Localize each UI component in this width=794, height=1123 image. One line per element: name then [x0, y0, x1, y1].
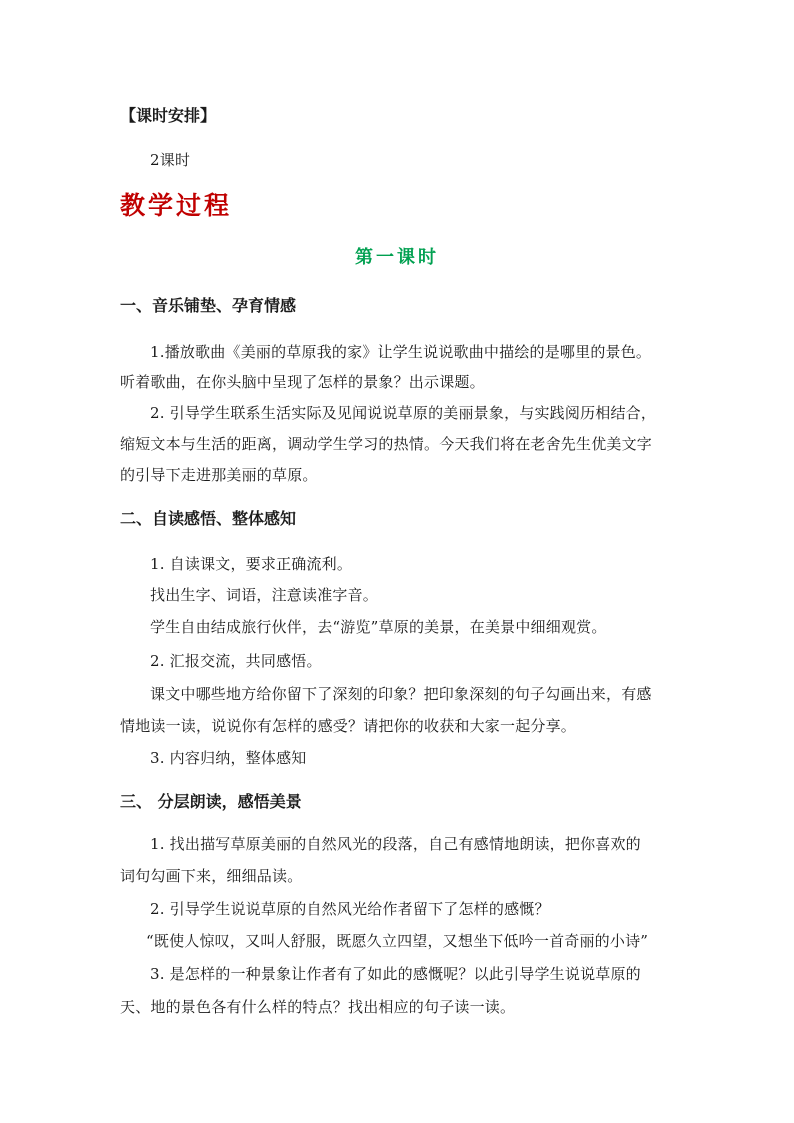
lesson-title: 第一课时: [355, 247, 439, 268]
paragraph-line: 缩短文本与生活的距离，调动学生学习的热情。今天我们将在老舍先生优美文字: [120, 435, 653, 453]
paragraph-line: 1. 找出描写草原美丽的自然风光的段落，自己有感情地朗读，把你喜欢的: [150, 835, 641, 853]
paragraph-line: 2. 汇报交流，共同感悟。: [150, 652, 322, 670]
paragraph-line: 3. 是怎样的一种景象让作者有了如此的感慨呢？以此引导学生说说草原的: [150, 965, 641, 983]
paragraph-line: 学生自由结成旅行伙伴，去“游览”草原的美景，在美景中细细观赏。: [150, 618, 607, 636]
paragraph-line: 词句勾画下来，细细品读。: [120, 867, 303, 885]
paragraph-line: 天、地的景色各有什么样的特点？找出相应的句子读一读。: [120, 998, 516, 1016]
paragraph-line: 2. 引导学生说说草原的自然风光给作者留下了怎样的感慨？: [150, 900, 550, 918]
paragraph-line: 1. 自读课文，要求正确流利。: [150, 555, 353, 573]
process-title: 教学过程: [120, 191, 233, 220]
paragraph-line: 的引导下走进那美丽的草原。: [120, 466, 318, 484]
section-heading: 二、自读感悟、整体感知: [120, 509, 297, 528]
quote-line: “既使人惊叹，又叫人舒服，既愿久立四望，又想坐下低吟一首奇丽的小诗”: [146, 932, 649, 950]
schedule-value: 2课时: [150, 151, 191, 169]
paragraph-line: 听着歌曲，在你头脑中呈现了怎样的景象？出示课题。: [120, 373, 485, 391]
paragraph-line: 1.播放歌曲《美丽的草原我的家》让学生说说歌曲中描绘的是哪里的景色。: [150, 343, 652, 361]
paragraph-line: 2. 引导学生联系生活实际及见闻说说草原的美丽景象，与实践阅历相结合，: [150, 404, 657, 422]
paragraph-line: 课文中哪些地方给你留下了深刻的印象？把印象深刻的句子勾画出来，有感: [150, 685, 652, 703]
paragraph-line: 3. 内容归纳，整体感知: [150, 749, 307, 767]
schedule-heading: 【课时安排】: [120, 106, 217, 125]
paragraph-line: 找出生字、词语，注意读准字音。: [150, 586, 379, 604]
paragraph-line: 情地读一读，说说你有怎样的感受？请把你的收获和大家一起分享。: [120, 717, 577, 735]
section-heading: 三、 分层朗读，感悟美景: [120, 792, 302, 811]
section-heading: 一、音乐铺垫、孕育情感: [120, 296, 297, 315]
